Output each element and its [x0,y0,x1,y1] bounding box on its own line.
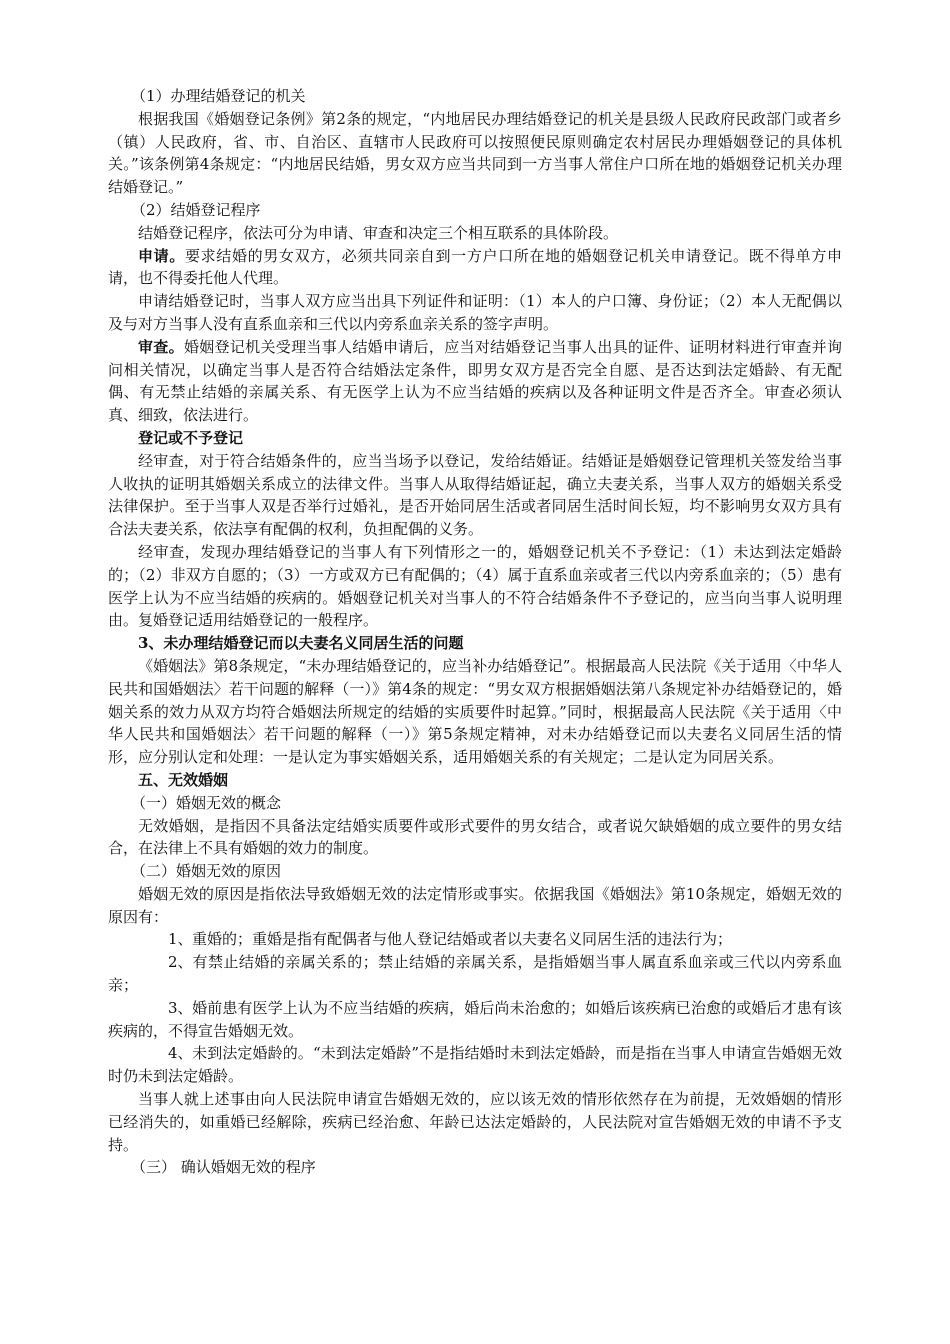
heading-office: （1）办理结婚登记的机关 [131,87,306,105]
heading-procedure: （2）结婚登记程序 [131,200,261,219]
list-item-number: 1、 [168,930,193,949]
paragraph-register-1: 经审查，对于符合结婚条件的，应当当场予以登记，发给结婚证。结婚证是婚姻登记管理机关签发给当事人收执的证明其婚姻关系成立的法律文件。当事人从取得结婚证起，确立夫妻关系，当事人双方的婚姻关系受法律保护。至于当事人双是否举行过婚礼，是否开始同居生活或者同居生活时间长短，均不影响男女双方具有合法夫妻关系，依法享有配偶的权利，负担配偶的义务。 [108,451,842,539]
heading-five: 五、无效婚姻 [138,770,229,789]
heading-register: 登记或不予登记 [138,428,244,447]
list-item [108,1042,842,1088]
list-item-text: 有禁止结婚的亲属关系的；禁止结婚的亲属关系，是指婚姻当事人属直系血亲或三代以内旁系血亲； [108,953,842,995]
apply-label: 申请。 [138,246,185,265]
paragraph-docs: 申请结婚登记时，当事人双方应当出具下列证件和证明：（1）本人的户口簿、身份证；（2）本人无配偶以及与对方当事人没有直系血亲和三代以内旁系血亲关系的签字声明。 [108,292,842,333]
list-item-text: 重婚的；重婚是指有配偶者与他人登记结婚或者以夫妻名义同居生活的违法行为； [192,930,733,949]
list-item-number: 3、 [168,998,193,1017]
review-label: 审查。 [138,337,184,356]
list-item [108,928,842,951]
paragraph-review [108,336,842,427]
paragraph-procedure: 结婚登记程序，依法可分为申请、审查和决定三个相互联系的具体阶段。 [138,223,619,242]
paragraph-reasons: 婚姻无效的原因是指依法导致婚姻无效的法定情形或事实。依据我国《婚姻法》第10条规定，婚姻无效的原因有： [108,884,842,926]
list-item-text: 婚前患有医学上认为不应当结婚的疾病，婚后尚未治愈的；如婚后该疾病已治愈的或婚后才患有该疾病的，不得宣告婚姻无效。 [108,998,842,1040]
list-item-text: 未到法定婚龄的。“未到法定婚龄”不是指结婚时未到法定婚龄，而是指在当事人申请宣告婚姻无效时仍未到法定婚龄。 [108,1044,842,1086]
list-item-number: 4、 [168,1044,193,1063]
heading-section-3: 3、未办理结婚登记而以夫妻名义同居生活的问题 [138,634,464,653]
heading-procedure-3: （三） 确认婚姻无效的程序 [131,1158,316,1177]
paragraph-section-3: 《婚姻法》第8条规定，“未办理结婚登记的，应当补办结婚登记”。根据最高人民法院《关于适用〈中华人民共和国婚姻法〉若干问题的解释（一）》第4条的规定：“男女双方根据婚姻法第八条规定补办结婚登记的，婚姻关系的效力从双方均符合婚姻法所规定的结婚的实质要件时起算。”同时，根据最高人民法院《关于适用〈中华人民共和国婚姻法〉若干问题的解释（一）》第5条规定精神，对未办结婚登记而以夫妻名义同居生活的情形，应分别认定和处理：一是认定为事实婚姻关系，适用婚姻关系的有关规定；二是认定为同居关系。 [108,656,842,767]
list-item-number: 2、 [168,953,193,972]
heading-reasons: （二）婚姻无效的原因 [131,862,282,881]
heading-concept: （一）婚姻无效的概念 [131,793,282,812]
review-text: 婚姻登记机关受理当事人结婚申请后，应当对结婚登记当事人出具的证件、证明材料进行审查并询问相关情况，以确定当事人是否符合结婚法定条件，即男女双方是否完全自愿、是否达到法定婚龄、有无配偶、有无禁止结婚的亲属关系、有无医学上认为不应当结婚的疾病以及各种证明文件是否齐全。审查必须认真、细致，依法进行。 [108,337,842,425]
paragraph-office: 根据我国《婚姻登记条例》第2条的规定，“内地居民办理结婚登记的机关是县级人民政府民政部门或者乡（镇）人民政府，省、市、自治区、直辖市人民政府可以按照便民原则确定农村居民办理婚姻登记的具体机关。”该条例第4条规定：“内地居民结婚，男女双方应当共同到一方当事人常住户口所在地的婚姻登记机关办理结婚登记。” [108,109,842,197]
paragraph-concept: 无效婚姻，是指因不具备法定结婚实质要件或形式要件的男女结合，或者说欠缺婚姻的成立要件的男女结合，在法律上不具有婚姻的效力的制度。 [108,816,842,858]
paragraph-register-2: 经审查，发现办理结婚登记的当事人有下列情形之一的，婚姻登记机关不予登记：（1）未达到法定婚龄的；（2）非双方自愿的；（3）一方或双方已有配偶的；（4）属于直系血亲或者三代以内旁系血亲的；（5）患有医学上认为不应当结婚的疾病的。婚姻登记机关对当事人的不符合结婚条件不予登记的，应当向当事人说明理由。复婚登记适用结婚登记的一般程序。 [108,542,842,630]
list-item [108,951,842,997]
paragraph-apply-court: 当事人就上述事由向人民法院申请宣告婚姻无效的，应以该无效的情形依然存在为前提，无效婚姻的情形已经消失的，如重婚已经解除，疾病已经治愈、年龄已达法定婚龄的，人民法院对宣告婚姻无效的申请不予支持。 [108,1090,842,1154]
paragraph-apply [108,245,842,291]
list-item [108,997,842,1043]
apply-text: 要求结婚的男女双方，必须共同亲自到一方户口所在地的婚姻登记机关申请登记。既不得单方申请，也不得委托他人代理。 [108,246,842,288]
